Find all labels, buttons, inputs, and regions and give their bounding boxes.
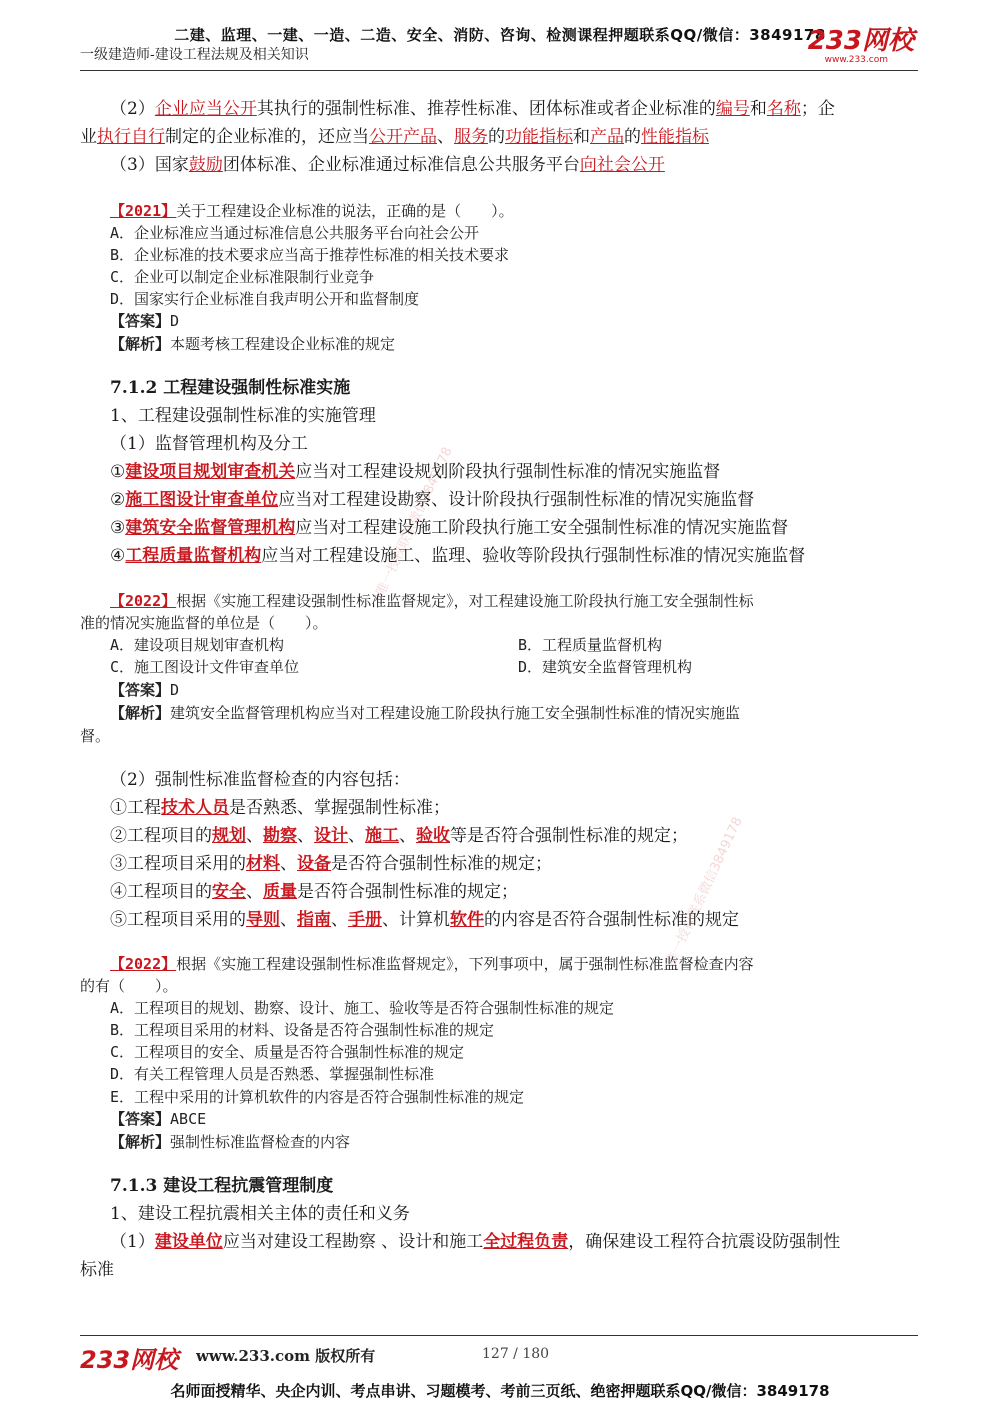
list-item: ②施工图设计审查单位应当对工程建设勘察、设计阶段执行强制性标准的情况实施监督 xyxy=(110,490,755,510)
list-item: ③工程项目采用的材料、设备是否符合强制性标准的规定； xyxy=(110,854,552,874)
question-2022-b: 【2022】根据《实施工程建设强制性标准监督规定》，下列事项中，属于强制性标准监督检查内容 xyxy=(110,955,754,973)
top-banner: 二建、监理、一建、一造、二造、安全、消防、咨询、检测课程押题联系QQ/微信：3849178 xyxy=(174,26,826,44)
option-d: D．建筑安全监督管理机构 xyxy=(518,658,693,676)
section-heading-7-1-3: 7.1.3 建设工程抗震管理制度 xyxy=(110,1176,334,1196)
footer-logo: 233网校 xyxy=(80,1346,179,1374)
page-number: 127 / 180 xyxy=(482,1346,550,1362)
footer-copyright: www.233.com 版权所有 xyxy=(196,1347,376,1365)
question-2021: 【2021】关于工程建设企业标准的说法，正确的是（ ）。 xyxy=(110,202,514,220)
footer-divider xyxy=(80,1335,918,1336)
analysis: 【解析】建筑安全监督管理机构应当对工程建设施工阶段执行施工安全强制性标准的情况实施监 xyxy=(110,704,741,722)
document-subtitle: 一级建造师-建设工程法规及相关知识 xyxy=(80,47,309,63)
paragraph: （1）建设单位应当对建设工程勘察 、设计和施工全过程负责，确保建设工程符合抗震设防强制性 xyxy=(110,1232,841,1252)
brand-logo: 233网校 xyxy=(807,26,914,56)
watermark: 唯一授权联系微信3849178 xyxy=(663,814,746,969)
list-item: ④工程质量监督机构应当对工程建设施工、监理、验收等阶段执行强制性标准的情况实施监督 xyxy=(110,546,806,566)
option-a: A．建设项目规划审查机构 xyxy=(110,636,285,654)
list-item: ①工程技术人员是否熟悉、掌握强制性标准； xyxy=(110,798,450,818)
option-b: B．工程项目采用的材料、设备是否符合强制性标准的规定 xyxy=(110,1021,495,1039)
option-c: C．工程项目的安全、质量是否符合强制性标准的规定 xyxy=(110,1043,465,1061)
list-item: ⑤工程项目采用的导则、指南、手册、计算机软件的内容是否符合强制性标准的规定 xyxy=(110,910,739,930)
year-tag: 【2022】 xyxy=(110,592,177,610)
analysis-cont: 督。 xyxy=(80,727,111,745)
option-a: A．工程项目的规划、勘察、设计、施工、验收等是否符合强制性标准的规定 xyxy=(110,999,615,1017)
subheading: 1、工程建设强制性标准的实施管理 xyxy=(110,406,376,426)
bottom-banner: 名师面授精华、央企内训、考点串讲、习题模考、考前三页纸、绝密押题联系QQ/微信：3849178 xyxy=(170,1382,830,1400)
brand-logo-url: www.233.com xyxy=(824,55,888,65)
list-item: ④工程项目的安全、质量是否符合强制性标准的规定； xyxy=(110,882,518,902)
analysis: 【解析】本题考核工程建设企业标准的规定 xyxy=(110,335,396,353)
para-2: （2）企业应当公开其执行的强制性标准、推荐性标准、团体标准或者企业标准的编号和名称；企 xyxy=(110,99,835,119)
subheading: （2）强制性标准监督检查的内容包括： xyxy=(110,770,410,790)
list-item: ①建设项目规划审查机关应当对工程建设规划阶段执行强制性标准的情况实施监督 xyxy=(110,462,721,482)
option-d: D．国家实行企业标准自我声明公开和监督制度 xyxy=(110,290,420,308)
question-stem-cont: 准的情况实施监督的单位是（ ）。 xyxy=(80,614,328,632)
paragraph-cont: 标准 xyxy=(80,1260,114,1280)
answer: 【答案】D xyxy=(110,312,180,330)
subheading: 1、建设工程抗震相关主体的责任和义务 xyxy=(110,1204,410,1224)
question-2022: 【2022】根据《实施工程建设强制性标准监督规定》，对工程建设施工阶段执行施工安全强制性标 xyxy=(110,592,754,610)
answer: 【答案】ABCE xyxy=(110,1110,207,1128)
option-b: B．企业标准的技术要求应当高于推荐性标准的相关技术要求 xyxy=(110,246,510,264)
list-item: ③建筑安全监督管理机构应当对工程建设施工阶段执行施工安全强制性标准的情况实施监督 xyxy=(110,518,789,538)
answer: 【答案】D xyxy=(110,681,180,699)
year-tag: 【2021】 xyxy=(110,202,177,220)
option-c: C．企业可以制定企业标准限制行业竞争 xyxy=(110,268,375,286)
para-3: （3）国家鼓励团体标准、企业标准通过标准信息公共服务平台向社会公开 xyxy=(110,155,665,175)
watermark: 唯一授权联系微信3849178 xyxy=(373,444,456,599)
section-heading-7-1-2: 7.1.2 工程建设强制性标准实施 xyxy=(110,378,351,398)
analysis: 【解析】强制性标准监督检查的内容 xyxy=(110,1133,351,1151)
header-divider xyxy=(80,70,918,71)
option-c: C．施工图设计文件审查单位 xyxy=(110,658,300,676)
question-stem-cont: 的有（ ）。 xyxy=(80,977,178,995)
para-2-cont: 业执行自行制定的企业标准的，还应当公开产品、服务的功能指标和产品的性能指标 xyxy=(80,127,709,147)
option-b: B．工程质量监督机构 xyxy=(518,636,663,654)
list-item: ②工程项目的规划、勘察、设计、施工、验收等是否符合强制性标准的规定； xyxy=(110,826,688,846)
option-a: A．企业标准应当通过标准信息公共服务平台向社会公开 xyxy=(110,224,480,242)
option-e: E．工程中采用的计算机软件的内容是否符合强制性标准的规定 xyxy=(110,1088,525,1106)
option-d: D．有关工程管理人员是否熟悉、掌握强制性标准 xyxy=(110,1065,435,1083)
subheading: （1）监督管理机构及分工 xyxy=(110,434,308,454)
year-tag: 【2022】 xyxy=(110,955,177,973)
